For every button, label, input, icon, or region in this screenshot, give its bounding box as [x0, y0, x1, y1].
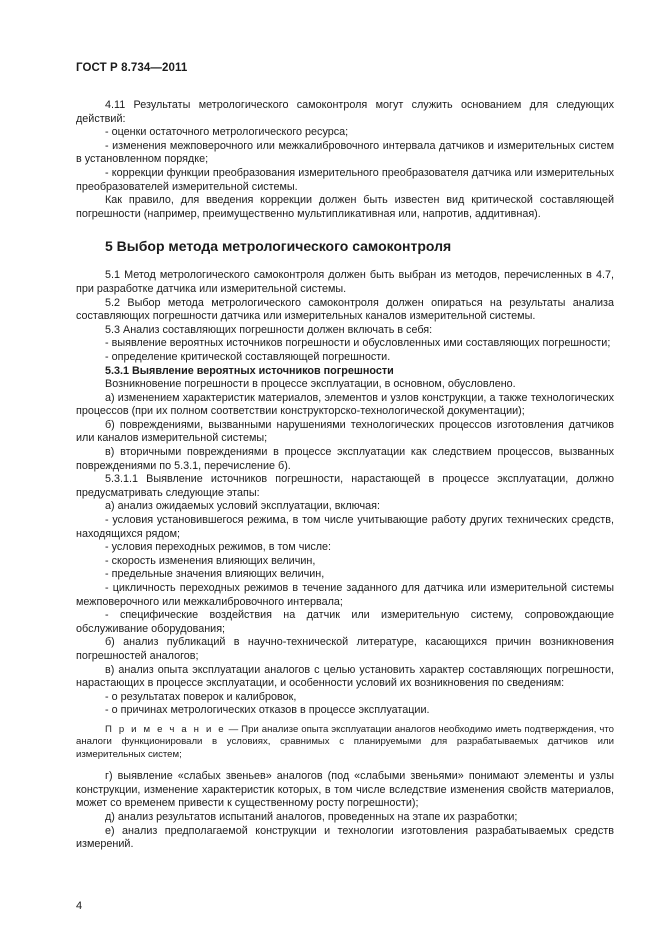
paragraph: 5.1 Метод метрологического самоконтроля должен быть выбран из методов, перечисленных в 4.7, при разработке датчика или измерительной системы. [76, 269, 614, 295]
list-item: - определение критической составляющей погрешности. [105, 350, 391, 363]
list-item: а) изменением характеристик материалов, элементов и узлов конструкции, а также технологических процессов (при их полном соответствии конструкторско-технологической документации); [76, 391, 614, 418]
paragraph: 5.3.1.1 Выявление источников погрешности, нарастающей в процессе эксплуатации, должно предусматривать следующие этапы: [76, 473, 614, 499]
list-item: д) анализ результатов испытаний аналогов, проведенных на этапе их разработки; [105, 810, 518, 823]
list-item: - выявление вероятных источников погрешности и обусловленных ими составляющих погрешности; [105, 337, 611, 350]
page-number: 4 [76, 900, 83, 912]
list-item: - изменения межповерочного или межкалибровочного интервала датчиков и измерительных систем в установленном порядке; [76, 139, 614, 166]
list-item: - условия установившегося режима, в том числе учитывающие работу других технических средств, находящихся рядом; [76, 514, 614, 540]
list-item: - о причинах метрологических отказов в процессе эксплуатации. [105, 704, 430, 717]
list-item: г) выявление «слабых звеньев» аналогов (под «слабыми звеньями» понимают элементы и узлы конструкции, изменение характеристик которых, в том числе вследствие изменения свойств материалов, может со временем привести к существенному росту погрешности); [76, 770, 614, 810]
list-item: а) анализ ожидаемых условий эксплуатации, включая: [105, 500, 381, 513]
document-body [76, 99, 614, 852]
list-item: б) повреждениями, вызванными нарушениями технологических процессов изготовления датчиков или каналов измерительной системы; [76, 418, 614, 445]
list-item: б) анализ публикаций в научно-технической литературе, касающихся причин возникновения погрешностей аналогов; [76, 636, 614, 662]
list-item: в) вторичными повреждениями в процессе эксплуатации как следствием процессов, вызванных повреждениями по 5.3.1, перечисление б). [76, 446, 614, 472]
document-header: ГОСТ Р 8.734—2011 [76, 62, 188, 74]
list-item: - о результатах поверок и калибровок, [105, 690, 297, 703]
paragraph: 4.11 Результаты метрологического самоконтроля могут служить основанием для следующих действий: [76, 99, 614, 125]
list-item: в) анализ опыта эксплуатации аналогов с целью установить характер составляющих погрешности, нарастающих в процессе эксплуатации, и особенности условий их возникновения по сведениям: [76, 663, 614, 690]
list-item: - оценки остаточного метрологического ресурса; [105, 126, 349, 139]
paragraph: Возникновение погрешности в процессе эксплуатации, в основном, обусловлено. [105, 378, 516, 391]
paragraph: 5.2 Выбор метода метрологического самоконтроля должен опираться на результаты анализа составляющих погрешности датчика или измерительных каналов измерительной системы. [76, 296, 614, 323]
section-title: 5 Выбор метода метрологического самоконтроля [105, 238, 452, 255]
note [76, 724, 614, 761]
list-item: - специфические воздействия на датчик или измерительную систему, сопровождающие обслуживание оборудования; [76, 609, 614, 635]
list-item: - предельные значения влияющих величин, [105, 568, 325, 581]
list-item: - цикличность переходных режимов в течение заданного для датчика или измерительной системы межповерочного или межкалибровочного интервала; [76, 582, 614, 608]
paragraph: 5.3 Анализ составляющих погрешности должен включать в себя: [105, 323, 433, 336]
list-item: е) анализ предполагаемой конструкции и технологии изготовления разрабатываемых средств измерений. [76, 824, 614, 851]
note-label: П р и м е ч а н и е [105, 723, 226, 735]
subsection-title: 5.3.1 Выявление вероятных источников погрешности [105, 364, 394, 377]
list-item: - коррекции функции преобразования измерительного преобразователя датчика или измерительных преобразователей измерительной системы. [76, 166, 614, 193]
paragraph: Как правило, для введения коррекции должен быть известен вид критической составляющей погрешности (например, преимущественно мультипликативная или, напротив, аддитивная). [76, 194, 614, 220]
note-text: — При анализе опыта эксплуатации аналогов необходимо иметь подтверждения, что аналоги функционировали в условиях, сравнимых с планируемыми для разрабатываемых датчиков или измерительных систем; [76, 723, 614, 760]
list-item: - условия переходных режимов, в том числе: [105, 541, 332, 554]
list-item: - скорость изменения влияющих величин, [105, 554, 316, 567]
